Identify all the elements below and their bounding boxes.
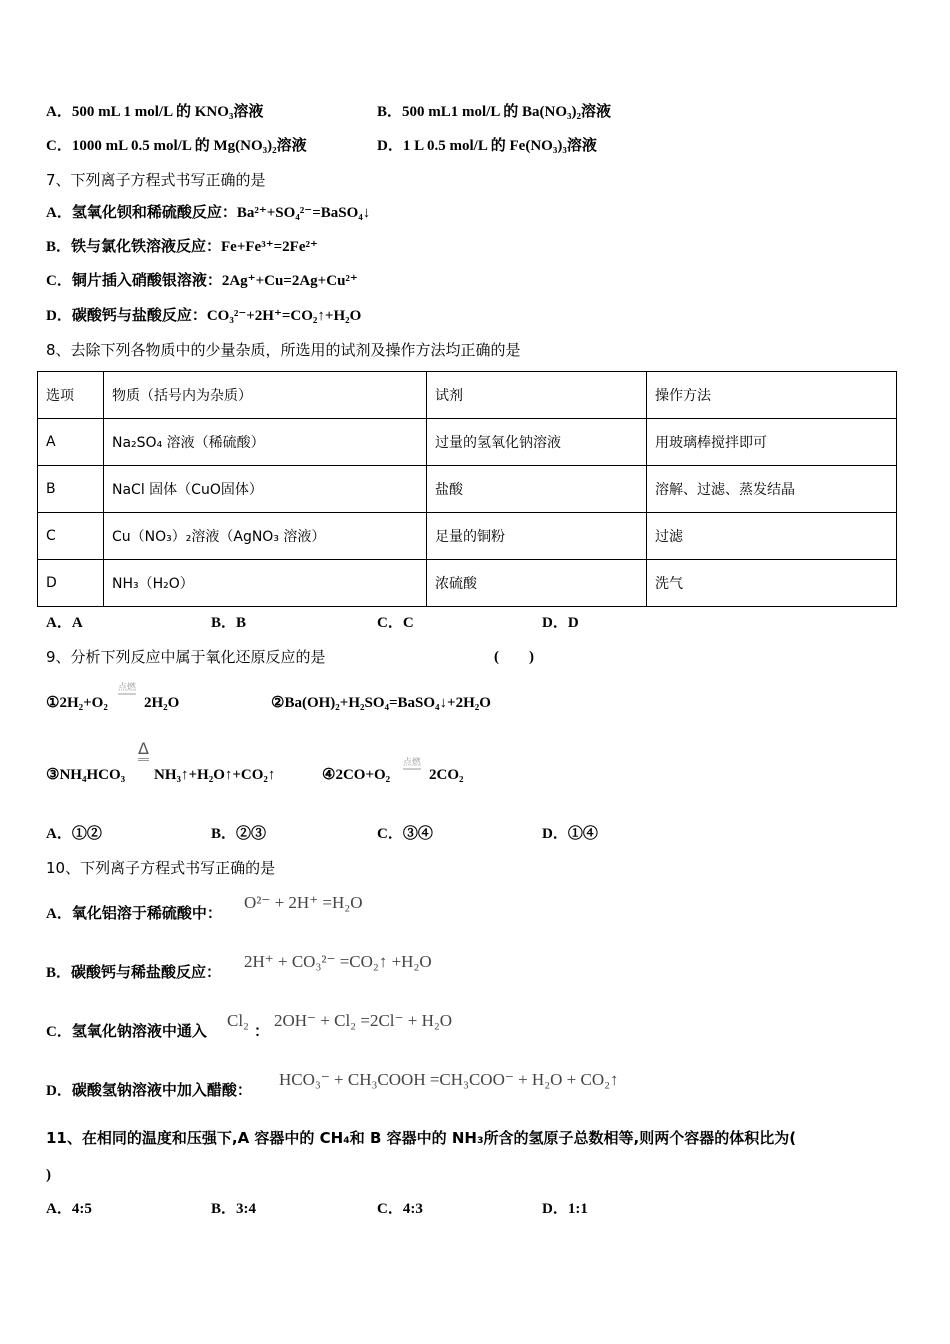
q10-option-a-equation: O²⁻ + 2H⁺ =H₂O: [244, 893, 363, 912]
cell: Cu（NO₃）₂溶液（AgNO₃ 溶液）: [104, 513, 427, 560]
q7-option-b: B．铁与氯化铁溶液反应：Fe+Fe³⁺=2Fe²⁺: [46, 239, 318, 255]
q7-option-c: C．铜片插入硝酸银溶液：2Ag⁺+Cu=2Ag+Cu²⁺: [46, 273, 358, 289]
q10-option-d-equation: HCO₃⁻ + CH₃COOH =CH₃COO⁻ + H₂O + CO₂↑: [279, 1070, 619, 1089]
q6-option-b: B．500 mL1 mol/L 的 Ba(NO₃)₂溶液: [377, 104, 612, 120]
q7-stem: 7、下列离子方程式书写正确的是: [46, 171, 266, 189]
cell: 过滤: [647, 513, 897, 560]
q7-option-a: A．氢氧化钡和稀硫酸反应：Ba²⁺+SO₄²⁻=BaSO₄↓: [46, 205, 371, 221]
q11-stem-end: ): [46, 1167, 51, 1183]
table-row: [38, 513, 897, 560]
q6-option-d: D．1 L 0.5 mol/L 的 Fe(NO₃)₃溶液: [377, 138, 597, 154]
cell: 用玻璃棒搅拌即可: [647, 419, 897, 466]
q10-stem: 10、下列离子方程式书写正确的是: [46, 859, 276, 877]
q9-eq3-right: NH₃↑+H₂O↑+CO₂↑: [154, 767, 276, 783]
q9-eq4-right: 2CO₂: [429, 767, 464, 783]
q6-option-a: A．500 mL 1 mol/L 的 KNO₃溶液: [46, 104, 264, 120]
table-row: [38, 419, 897, 466]
q8-option-d: D．D: [542, 615, 579, 631]
q9-eq3-left: ③NH₄HCO₃: [46, 767, 126, 783]
cell: NaCl 固体（CuO固体）: [104, 466, 427, 513]
cell: 溶解、过滤、蒸发结晶: [647, 466, 897, 513]
q10-option-b-label: B．碳酸钙与稀盐酸反应：: [46, 965, 222, 981]
q11-option-d: D．1:1: [542, 1201, 588, 1217]
cell: C: [38, 513, 104, 560]
q11-stem: 11、在相同的温度和压强下,A 容器中的 CH₄和 B 容器中的 NH₃所含的氢原子总数相等,则两个容器的体积比为(: [46, 1129, 797, 1147]
q9-answer-paren: ( ): [494, 649, 534, 665]
heat-condition: Δ: [138, 740, 149, 761]
ignite-condition: 点燃: [403, 758, 422, 768]
cell: 足量的铜粉: [427, 513, 647, 560]
cell: B: [38, 466, 104, 513]
header-cell: 操作方法: [647, 372, 897, 419]
cell: 洗气: [647, 560, 897, 607]
q10-option-d-label: D．碳酸氢钠溶液中加入醋酸：: [46, 1083, 252, 1099]
q10-option-c-label: C．氢氧化钠溶液中通入: [46, 1024, 207, 1040]
q9-option-b: B．②③: [211, 826, 267, 842]
cell: Na₂SO₄ 溶液（稀硫酸）: [104, 419, 427, 466]
q9-option-c: C．③④: [377, 826, 433, 842]
cell: A: [38, 419, 104, 466]
q9-eq4-left: ④2CO+O₂: [322, 767, 391, 783]
table-row: [38, 560, 897, 607]
q10-option-c-equation: 2OH⁻ + Cl₂ =2Cl⁻ + H₂O: [274, 1011, 453, 1030]
q9-eq1-left: ①2H₂+O₂: [46, 695, 108, 711]
ignite-condition: 点燃: [118, 683, 137, 693]
q9-option-d: D．①④: [542, 826, 598, 842]
q8-stem: 8、去除下列各物质中的少量杂质，所选用的试剂及操作方法均正确的是: [46, 341, 521, 359]
q10-option-b-equation: 2H⁺ + CO₃²⁻ =CO₂↑ +H₂O: [244, 952, 432, 971]
q9-option-a: A．①②: [46, 826, 102, 842]
header-cell: 选项: [38, 372, 104, 419]
cell: 过量的氢氧化钠溶液: [427, 419, 647, 466]
q10-option-c-reagent: Cl₂: [227, 1011, 249, 1030]
cell: 盐酸: [427, 466, 647, 513]
q11-option-c: C．4:3: [377, 1201, 423, 1217]
q8-option-b: B．B: [211, 615, 247, 631]
q10-option-a-label: A．氧化铝溶于稀硫酸中：: [46, 906, 222, 922]
q9-eq2: ②Ba(OH)₂+H₂SO₄=BaSO₄↓+2H₂O: [271, 695, 491, 711]
q10-option-c-colon: ：: [254, 1024, 270, 1040]
cell: 浓硫酸: [427, 560, 647, 607]
q8-option-a: A．A: [46, 615, 83, 631]
q9-eq1-right: 2H₂O: [144, 695, 180, 711]
cell: D: [38, 560, 104, 607]
q7-option-d: D．碳酸钙与盐酸反应：CO₃²⁻+2H⁺=CO₂↑+H₂O: [46, 308, 362, 324]
q8-table: [37, 371, 897, 607]
header-cell: 试剂: [427, 372, 647, 419]
q11-option-b: B．3:4: [211, 1201, 257, 1217]
q8-option-c: C．C: [377, 615, 414, 631]
table-header-row: [38, 372, 897, 419]
q9-stem: 9、分析下列反应中属于氧化还原反应的是: [46, 648, 326, 666]
q6-option-c: C．1000 mL 0.5 mol/L 的 Mg(NO₃)₂溶液: [46, 138, 307, 154]
cell: NH₃（H₂O）: [104, 560, 427, 607]
q11-option-a: A．4:5: [46, 1201, 92, 1217]
header-cell: 物质（括号内为杂质）: [104, 372, 427, 419]
table-row: [38, 466, 897, 513]
